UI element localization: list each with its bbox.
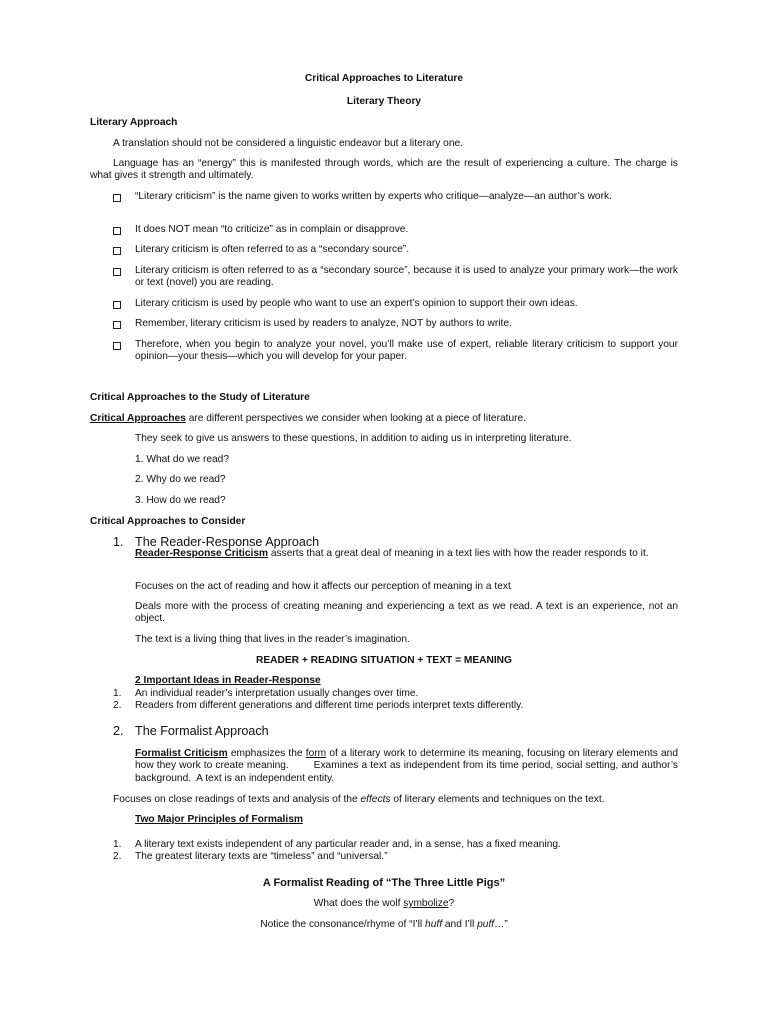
question-item: 2. Why do we read? [135,474,226,485]
list-item: Remember, literary criticism is used by readers to analyze, NOT by authors to write. [135,318,512,329]
page-subtitle: Literary Theory [346,96,422,107]
definition-formalist [135,748,681,785]
definition-reader-response [135,548,678,560]
paragraph: Deals more with the process of creating meaning and experiencing a text as we read. A text is an experience, not an object. [135,601,678,625]
emphasis-huff: huff [425,919,443,930]
formula: READER + READING SITUATION + TEXT = MEANING [256,655,512,666]
section-heading-study: Critical Approaches to the Study of Literature [90,392,310,403]
term-symbolize: symbolize [403,898,449,909]
emphasis-puff: puff [477,919,495,930]
list-item: An individual reader’s interpretation usually changes over time. [135,688,419,699]
list-number: 1. [113,839,122,850]
term-critical-approaches: Critical Approaches [90,413,186,424]
subheading-principles: Two Major Principles of Formalism [135,814,303,825]
list-item: A literary text exists independent of any particular reader and, in a sense, has a fixed meaning. [135,839,561,850]
paragraph-text: of literary elements and techniques on the text. [390,794,605,805]
definition-text: of a literary work to determine its meaning, focusing on literary elements and how they work to create meaning. Examines a text as independent from its time period, social setting, and author’s background. A text is an independent entity. [135,748,681,784]
question-text: ? [448,898,455,909]
checkbox-bullet-icon [113,301,121,309]
approach-heading-formalist: The Formalist Approach [135,724,269,738]
list-number: 2. [113,700,122,711]
subheading-important-ideas: 2 Important Ideas in Reader-Response [135,675,321,686]
section-heading-literary-approach: Literary Approach [90,117,178,128]
list-item: Literary criticism is used by people who want to use an expert’s opinion to support their own ideas. [135,298,578,309]
definition-text: are different perspectives we consider when looking at a piece of literature. [185,413,527,424]
note-text: and I’ll [442,919,478,930]
question-item: 1. What do we read? [135,454,230,465]
list-item: Therefore, when you begin to analyze your novel, you’ll make use of expert, reliable literary criticism to support your opinion—your thesis—which you will develop for your paper. [135,339,678,363]
term-form: form [305,748,327,759]
list-item: Readers from different generations and different time periods interpret texts differently. [135,700,524,711]
list-item: Literary criticism is often referred to as a “secondary source”, because it is used to analyze your primary work—the work or text (novel) you are reading. [135,265,678,289]
paragraph: The text is a living thing that lives in the reader’s imagination. [135,634,410,645]
paragraph-focus [113,794,605,806]
paragraph-text: Focuses on close readings of texts and analysis of the [113,794,361,805]
list-item: “Literary criticism” is the name given to works written by experts who critique—analyze—an author’s work. [135,191,612,202]
note-text: …” [494,919,508,930]
paragraph: A translation should not be considered a linguistic endeavor but a literary one. [113,138,463,149]
definition-critical-approaches [90,413,526,425]
checkbox-bullet-icon [113,268,121,276]
checkbox-bullet-icon [113,194,121,202]
question-wolf [90,898,678,910]
reading-heading: A Formalist Reading of “The Three Little Pigs” [262,877,506,889]
checkbox-bullet-icon [113,321,121,329]
question-item: 3. How do we read? [135,495,226,506]
approach-heading-reader-response: The Reader-Response Approach [135,535,320,549]
note-consonance [90,919,678,931]
approach-number: 2. [113,724,124,738]
paragraph: Language has an “energy” this is manifested through words, which are the result of experiencing a culture. The charge is what gives it strength and ultimately. [90,158,678,182]
definition-text: emphasizes the [227,748,306,759]
section-heading-consider: Critical Approaches to Consider [90,516,246,527]
paragraph: They seek to give us answers to these questions, in addition to aiding us in interpreting literature. [135,433,572,444]
list-item: The greatest literary texts are “timeless” and “universal.” [135,851,388,862]
page-title: Critical Approaches to Literature [304,73,464,84]
note-text: Notice the consonance/rhyme of “I’ll [260,919,426,930]
checkbox-bullet-icon [113,247,121,255]
list-item: Literary criticism is often referred to as a “secondary source”. [135,244,410,255]
list-number: 1. [113,688,122,699]
term-formalist-criticism: Formalist Criticism [135,748,228,759]
emphasis-effects: effects [360,794,391,805]
checkbox-bullet-icon [113,227,121,235]
list-number: 2. [113,851,122,862]
paragraph: Focuses on the act of reading and how it affects our perception of meaning in a text [135,581,511,592]
list-item: It does NOT mean “to criticize” as in complain or disapprove. [135,224,409,235]
definition-text: asserts that a great deal of meaning in a text lies with how the reader responds to it. [268,548,649,559]
approach-number: 1. [113,535,124,549]
checkbox-bullet-icon [113,342,121,350]
term-reader-response-criticism: Reader-Response Criticism [135,548,269,559]
question-text: What does the wolf [313,898,404,909]
